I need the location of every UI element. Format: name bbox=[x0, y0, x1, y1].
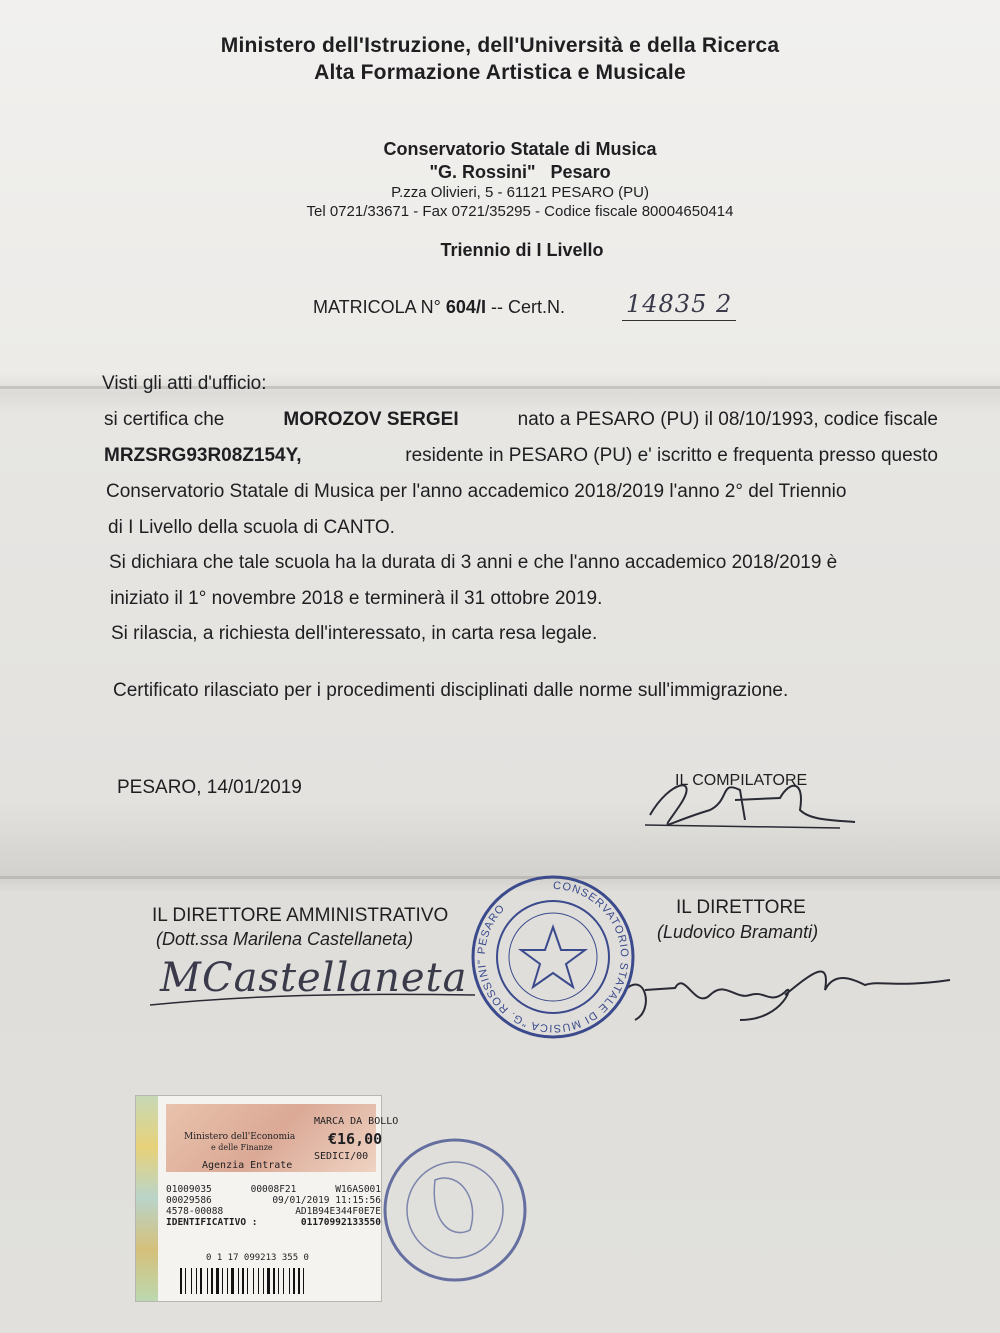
barcode-bar bbox=[242, 1268, 244, 1294]
institution-address: P.zza Olivieri, 5 - 61121 PESARO (PU) bbox=[391, 184, 649, 201]
barcode-bar bbox=[240, 1268, 241, 1294]
barcode-bar bbox=[285, 1268, 288, 1294]
body-line-7: Si rilascia, a richiesta dell'interessato, in carta resa legale. bbox=[111, 623, 598, 644]
body-line-5: Si dichiara che tale scuola ha la durata di 3 anni e che l'anno accademico 2018/2019 è bbox=[109, 552, 838, 573]
barcode-bar bbox=[216, 1268, 219, 1294]
director-signature bbox=[615, 950, 955, 1030]
barcode-bar bbox=[200, 1268, 202, 1294]
intro-text: Visti gli atti d'ufficio: bbox=[102, 373, 267, 394]
barcode-bar bbox=[271, 1268, 272, 1294]
barcode-bar bbox=[291, 1268, 292, 1294]
place-date: PESARO, 14/01/2019 bbox=[117, 777, 302, 798]
barcode-bar bbox=[249, 1268, 252, 1294]
marca-da-bollo bbox=[135, 1095, 399, 1302]
barcode-bar bbox=[303, 1268, 304, 1294]
marca-title: MARCA DA BOLLO bbox=[314, 1116, 399, 1127]
institution-name: Conservatorio Statale di Musica bbox=[383, 139, 657, 159]
body-line-3: Conservatorio Statale di Musica per l'anno accademico 2018/2019 l'anno 2° del Triennio bbox=[106, 481, 847, 502]
fiscal-code: MRZSRG93R08Z154Y, bbox=[104, 445, 302, 466]
barcode-bar bbox=[263, 1268, 264, 1294]
body-line-4: di I Livello della scuola di CANTO. bbox=[108, 517, 395, 538]
course-title: Triennio di I Livello bbox=[440, 240, 604, 260]
body-text: si certifica che bbox=[104, 409, 225, 430]
barcode-bar bbox=[273, 1268, 275, 1294]
barcode-bar bbox=[296, 1268, 297, 1294]
barcode-bar bbox=[283, 1268, 284, 1294]
barcode-bar bbox=[229, 1268, 230, 1294]
marca-code: W16AS001 bbox=[335, 1184, 381, 1195]
cert-number-handwritten: 14835 2 bbox=[622, 290, 736, 321]
barcode-bar bbox=[198, 1268, 199, 1294]
body-text: residente in PESARO (PU) e' iscritto e frequenta presso questo bbox=[405, 445, 938, 466]
marca-identifier-label: IDENTIFICATIVO : bbox=[166, 1217, 258, 1228]
marca-amount-words: SEDICI/00 bbox=[314, 1151, 369, 1162]
admin-director-signature: MCastellaneta bbox=[160, 955, 468, 1001]
barcode-bar bbox=[214, 1268, 215, 1294]
barcode-bar bbox=[253, 1268, 254, 1294]
barcode-bar bbox=[260, 1268, 262, 1294]
body-line-1 bbox=[104, 409, 938, 431]
marca-agency: Agenzia Entrate bbox=[202, 1160, 293, 1171]
barcode-bar bbox=[196, 1268, 197, 1294]
body-line-6: iniziato il 1° novembre 2018 e terminerà il 31 ottobre 2019. bbox=[110, 588, 603, 609]
barcode-number: 0 1 17 099213 355 0 bbox=[206, 1253, 309, 1263]
student-name: MOROZOV SERGEI bbox=[283, 409, 459, 430]
barcode-bar bbox=[278, 1268, 279, 1294]
barcode-bar bbox=[209, 1268, 210, 1294]
body-line-2 bbox=[104, 445, 938, 467]
conservatorio-stamp bbox=[468, 872, 638, 1042]
barcode-bar bbox=[289, 1268, 290, 1294]
barcode-bar bbox=[207, 1268, 208, 1294]
barcode-bar bbox=[193, 1268, 195, 1294]
barcode-bar bbox=[258, 1268, 259, 1294]
marca-code: 00029586 bbox=[166, 1195, 212, 1206]
marca-data-block bbox=[166, 1184, 381, 1228]
barcode bbox=[180, 1268, 370, 1294]
barcode-bar bbox=[245, 1268, 246, 1294]
barcode-bar bbox=[224, 1268, 226, 1294]
barcode-bar bbox=[203, 1268, 206, 1294]
institution-name-2: "G. Rossini" Pesaro bbox=[429, 162, 611, 182]
institution-contacts: Tel 0721/33671 - Fax 0721/35295 - Codice fiscale 80004650414 bbox=[306, 203, 734, 220]
barcode-bar bbox=[180, 1268, 182, 1294]
barcode-bar bbox=[267, 1268, 270, 1294]
barcode-bar bbox=[280, 1268, 282, 1294]
cert-label: -- Cert.N. bbox=[490, 297, 565, 317]
marca-code: 01009035 bbox=[166, 1184, 212, 1195]
ministry-title: Ministero dell'Istruzione, dell'Università e della Ricerca bbox=[220, 34, 780, 57]
barcode-bar bbox=[238, 1268, 239, 1294]
matricola-line bbox=[313, 297, 565, 318]
barcode-bar bbox=[301, 1268, 302, 1294]
admin-director-name: (Dott.ssa Marilena Castellaneta) bbox=[156, 929, 414, 949]
body-line-8: Certificato rilasciato per i procedimenti disciplinati dalle norme sull'immigrazione. bbox=[113, 680, 789, 701]
director-name: (Ludovico Bramanti) bbox=[657, 922, 819, 942]
marca-code: AD1B94E344F0E7E bbox=[295, 1206, 381, 1217]
barcode-bar bbox=[298, 1268, 300, 1294]
marca-code: 4578-00088 bbox=[166, 1206, 224, 1217]
barcode-bar bbox=[305, 1268, 308, 1294]
hologram-strip bbox=[136, 1096, 158, 1301]
barcode-bar bbox=[187, 1268, 190, 1294]
barcode-bar bbox=[255, 1268, 257, 1294]
compilatore-signature bbox=[640, 770, 860, 830]
barcode-bar bbox=[183, 1268, 184, 1294]
barcode-bar bbox=[235, 1268, 237, 1294]
barcode-bar bbox=[220, 1268, 221, 1294]
director-title: IL DIRETTORE bbox=[676, 897, 806, 918]
marca-amount: €16,00 bbox=[328, 1130, 383, 1148]
svg-text:CONSERVATORIO STATALE DI MUSIC bbox=[476, 880, 630, 1034]
marca-issuer-2: e delle Finanze bbox=[211, 1143, 273, 1152]
barcode-bar bbox=[222, 1268, 223, 1294]
compilatore-label: IL COMPILATORE bbox=[675, 772, 808, 789]
barcode-bar bbox=[276, 1268, 277, 1294]
barcode-bar bbox=[265, 1268, 266, 1294]
marca-identifier: 01170992133550 bbox=[300, 1217, 381, 1228]
matricola-label: MATRICOLA N° bbox=[313, 297, 441, 317]
marca-timestamp: 09/01/2019 11:15:56 bbox=[272, 1195, 381, 1206]
marca-issuer: Ministero dell'Economia bbox=[184, 1132, 296, 1142]
stamp-ring-text: CONSERVATORIO STATALE DI MUSICA "G. ROSSINI" PESARO bbox=[475, 879, 631, 1035]
revenue-stamp-seal bbox=[380, 1110, 530, 1310]
marca-code: 00008F21 bbox=[250, 1184, 297, 1195]
ministry-subtitle: Alta Formazione Artistica e Musicale bbox=[314, 61, 686, 84]
body-text: nato a PESARO (PU) il 08/10/1993, codice fiscale bbox=[517, 409, 938, 430]
barcode-bar bbox=[211, 1268, 213, 1294]
signature-line bbox=[150, 985, 480, 1015]
admin-director-title: IL DIRETTORE AMMINISTRATIVO bbox=[152, 905, 449, 926]
barcode-bar bbox=[247, 1268, 248, 1294]
matricola-number: 604/I bbox=[445, 297, 486, 317]
barcode-bar bbox=[231, 1268, 234, 1294]
barcode-bar bbox=[191, 1268, 192, 1294]
barcode-bar bbox=[227, 1268, 228, 1294]
barcode-bar bbox=[293, 1268, 295, 1294]
barcode-bar bbox=[185, 1268, 186, 1294]
